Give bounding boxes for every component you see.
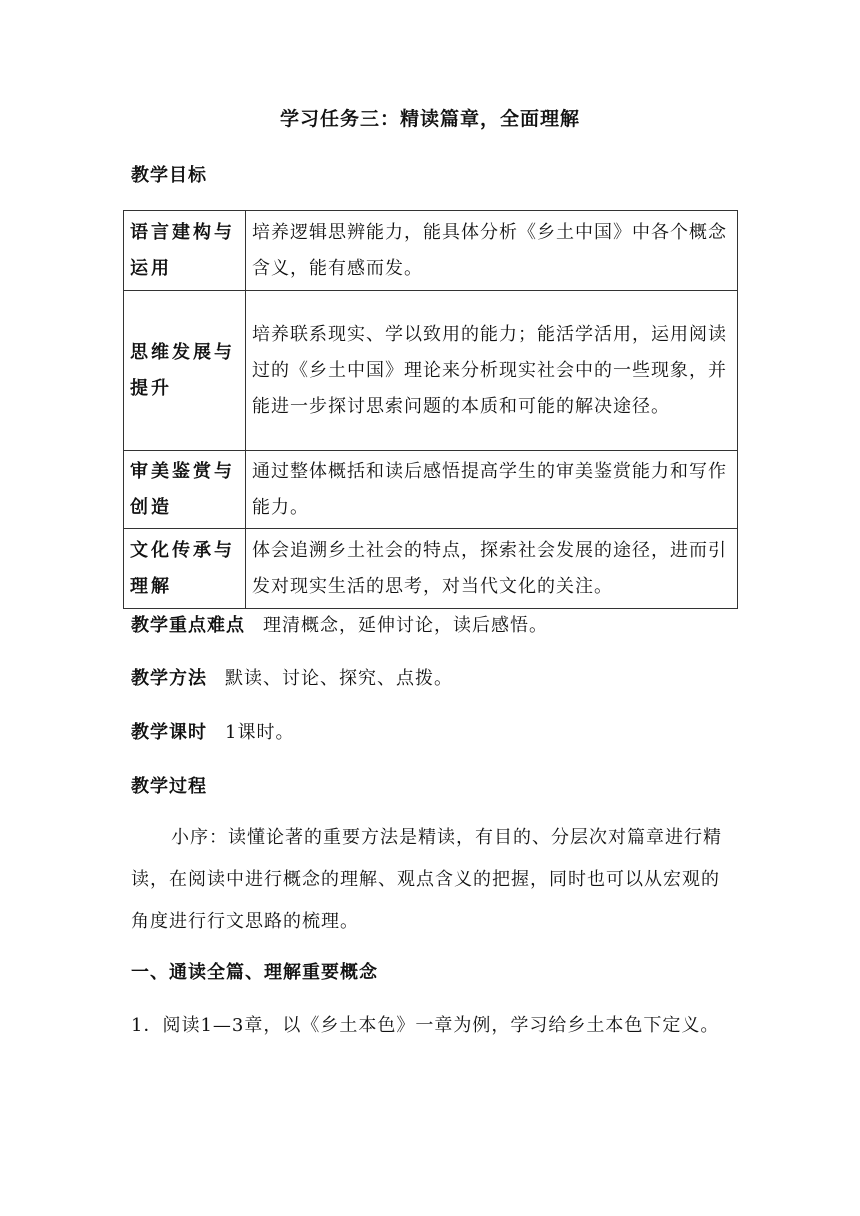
objectives-heading: 教学目标 (131, 165, 207, 186)
objective-category: 语言建构与运用 (124, 211, 246, 291)
objective-content: 培养逻辑思辨能力，能具体分析《乡土中国》中各个概念含义，能有感而发。 (246, 211, 738, 291)
document-title: 学习任务三：精读篇章，全面理解 (279, 108, 580, 130)
hours-label: 教学课时 (131, 722, 207, 743)
item-paragraph: 1．阅读1—3章，以《乡土本色》一章为例，学习给乡土本色下定义。 (131, 1015, 720, 1036)
methods-label: 教学方法 (131, 668, 207, 689)
section-heading: 一、通读全篇、理解重要概念 (131, 962, 378, 983)
hours-line (131, 718, 294, 744)
objectives-table (123, 210, 738, 609)
objective-content: 体会追溯乡土社会的特点，探索社会发展的途径，进而引发对现实生活的思考，对当代文化的关注。 (246, 529, 738, 609)
methods-line (131, 664, 453, 690)
hours-value: 1课时。 (225, 722, 295, 743)
process-heading: 教学过程 (131, 776, 207, 797)
objective-category: 审美鉴赏与创造 (124, 451, 246, 529)
objective-content: 培养联系现实、学以致用的能力；能活学活用，运用阅读过的《乡土中国》理论来分析现实社会中的一些现象，并能进一步探讨思索问题的本质和可能的解决途径。 (246, 291, 738, 451)
table-row (124, 451, 738, 529)
table-row (124, 211, 738, 291)
objective-content: 通过整体概括和读后感悟提高学生的审美鉴赏能力和写作能力。 (246, 451, 738, 529)
preface-paragraph (131, 817, 731, 943)
key-points-label: 教学重点难点 (131, 615, 245, 636)
preface-text: 小序：读懂论著的重要方法是精读，有目的、分层次对篇章进行精读，在阅读中进行概念的理解、观点含义的把握，同时也可以从宏观的角度进行行文思路的梳理。 (131, 827, 722, 932)
table-row (124, 529, 738, 609)
methods-value: 默读、讨论、探究、点拨。 (225, 668, 453, 689)
objective-category: 思维发展与提升 (124, 291, 246, 451)
key-points-value: 理清概念，延伸讨论，读后感悟。 (263, 615, 548, 636)
objective-category: 文化传承与理解 (124, 529, 246, 609)
table-row (124, 291, 738, 451)
key-points-line (131, 611, 548, 637)
